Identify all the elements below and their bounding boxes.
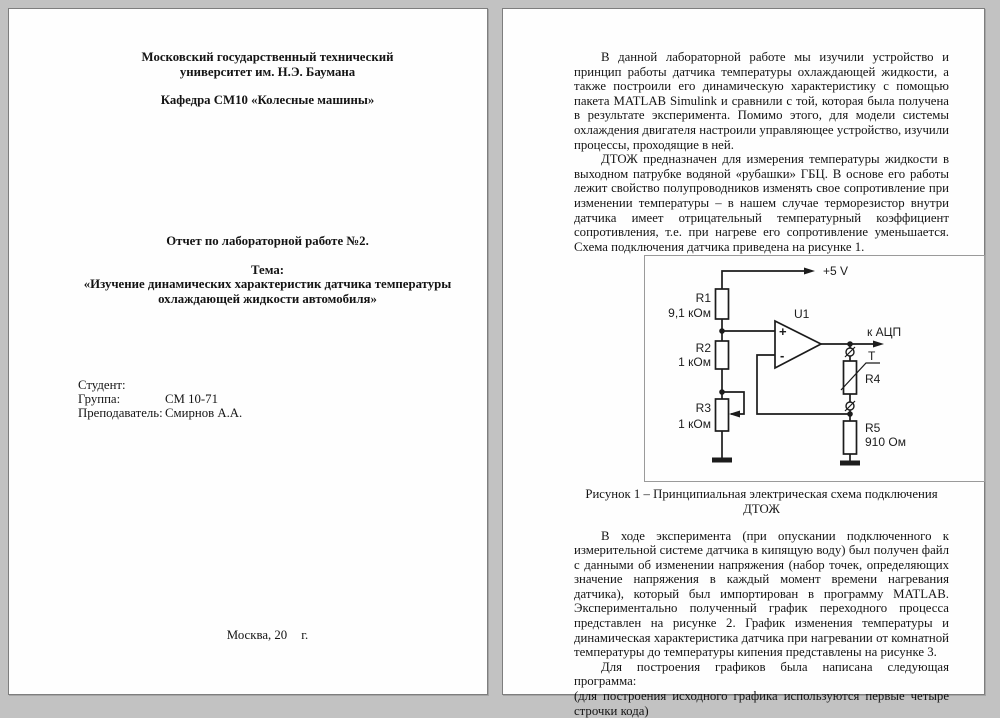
body-paragraph-2: ДТОЖ предназначен для измерения температуры жидкости в выходном патрубке водяной «рубашки» ГБЦ. В основе его работы лежит свойство полупроводников изменять свое сопротивление при изменении температуры – в нашем случае терморезистор внутри датчика имеет отрицательный температурный коэффициент сопротивления, т.е. при нагреве его сопротивление уменьшается. Схема подключения датчика приведена на рисунке 1.	[574, 152, 949, 254]
opamp-label: U1	[794, 307, 810, 322]
opamp-minus-input: -	[780, 348, 785, 364]
opamp-plus-input: +	[779, 324, 787, 340]
theme-line2: охлаждающей жидкости автомобиля»	[158, 291, 377, 306]
group-row	[78, 392, 242, 406]
supply-voltage-label: +5 V	[823, 264, 849, 279]
r5-label: R5	[865, 421, 881, 436]
city-text: Москва, 20	[226, 628, 288, 642]
report-title: Отчет по лабораторной работе №2.	[166, 234, 369, 248]
r1-value-label: 9,1 кОм	[668, 306, 711, 321]
city-year-line	[78, 628, 457, 643]
r3-value-label: 1 кОм	[678, 417, 711, 432]
teacher-value: Смирнов А.А.	[165, 406, 243, 420]
r2-value-label: 1 кОм	[678, 355, 711, 370]
adc-output-label: к АЦП	[867, 325, 902, 340]
student-row	[78, 378, 242, 392]
r2-label: R2	[695, 341, 711, 356]
department-name: Кафедра СМ10 «Колесные машины»	[160, 93, 375, 108]
circuit-schematic	[645, 256, 984, 481]
resistor-r3	[716, 399, 729, 431]
university-name-line2: университет им. Н.Э. Баумана	[179, 64, 356, 79]
theme-label: Тема:	[250, 262, 285, 277]
r4-label: R4	[865, 372, 881, 387]
report-body-page	[502, 8, 985, 718]
group-value: СМ 10-71	[165, 392, 218, 406]
student-label: Студент:	[78, 378, 126, 392]
body-paragraph-1: В данной лабораторной работе мы изучили устройство и принцип работы датчика температуры охлаждающей жидкости, а также построили его динамическую характеристику с помощью пакета MATLAB Simulink и сравнили с той, которая была получена в результате эксперимента. Помимо этого, для модели системы охлаждения двигателя настроили управляющее устройство, изучили процессы, проходящие в ней.	[574, 50, 949, 152]
resistor-r5	[844, 421, 857, 454]
figure-caption: Рисунок 1 – Принципиальная электрическая схема подключения ДТОЖ	[585, 487, 938, 516]
r1-label: R1	[695, 291, 711, 306]
body-paragraph-5: (для построения исходного графика используются первые четыре строчки кода)	[574, 689, 949, 718]
body-paragraph-3: В ходе эксперимента (при опускании подключенного к измерительной системе датчика в кипящую воду) был получен файл с данными об изменении напряжения (набор точек, определяющих значение напряжения в каждый момент времени нагревания датчика), который был импортирован в программу MATLAB. Экспериментально полученный график переходного процесса представлен на рисунке 2. График изменения температуры и динамическая характеристика датчика при нагревании от комнатной температуры до температуры кипения представлены на рисунке 3.	[574, 528, 949, 660]
university-name-line1: Московский государственный технический	[141, 50, 394, 64]
r5-value-label: 910 Ом	[865, 435, 906, 450]
body-paragraph-4: Для построения графиков была написана следующая программа:	[574, 659, 949, 689]
report-title-block	[78, 234, 457, 306]
report-title-page	[8, 8, 488, 695]
teacher-label: Преподаватель:	[78, 406, 163, 420]
theme-line1: «Изучение динамических характеристик датчика температуры	[83, 277, 452, 292]
year-suffix: г.	[301, 628, 309, 642]
circuit-figure	[644, 255, 985, 482]
resistor-r1	[716, 289, 729, 319]
thermistor-r4	[844, 361, 857, 394]
university-header	[78, 50, 457, 108]
r3-label: R3	[695, 401, 711, 416]
student-info-block	[78, 378, 242, 420]
teacher-row	[78, 406, 242, 420]
thermistor-t-label: T	[868, 349, 876, 364]
group-label: Группа:	[78, 392, 121, 406]
resistor-r2	[716, 341, 729, 369]
